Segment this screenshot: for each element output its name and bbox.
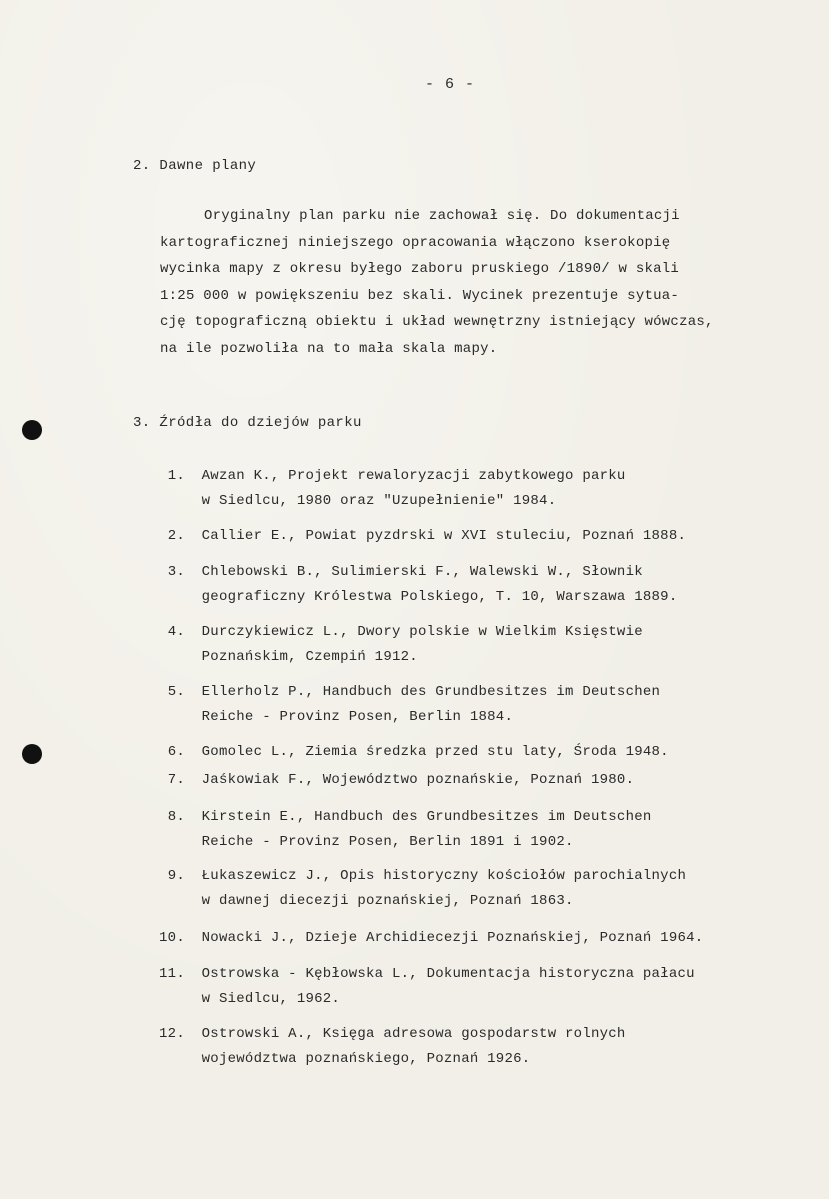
- source-item: [163, 560, 677, 610]
- source-line: Jaśkowiak F., Województwo poznańskie, Poznań 1980.: [201, 772, 635, 788]
- page-number: - 6 -: [425, 76, 476, 93]
- punch-hole-bottom: [22, 744, 42, 764]
- section-2-heading: 2. Dawne plany: [133, 158, 257, 174]
- source-line: Poznańskim, Czempiń 1912.: [201, 649, 418, 665]
- source-number: 10.: [159, 930, 185, 946]
- source-number: 9.: [167, 868, 185, 884]
- source-number: 8.: [167, 809, 185, 825]
- source-line: Gomolec L., Ziemia średzka przed stu laty, Środa 1948.: [201, 744, 669, 760]
- source-line: Ostrowska - Kębłowska L., Dokumentacja historyczna pałacu: [201, 966, 695, 982]
- source-number: 12.: [159, 1026, 185, 1042]
- source-line: Reiche - Provinz Posen, Berlin 1884.: [201, 709, 514, 725]
- punch-hole-top: [22, 420, 42, 440]
- source-line: geograficzny Królestwa Polskiego, T. 10, Warszawa 1889.: [201, 589, 678, 605]
- paragraph-line: Oryginalny plan parku nie zachował się. Do dokumentacji: [204, 208, 680, 224]
- source-line: Reiche - Provinz Posen, Berlin 1891 i 1902.: [201, 834, 574, 850]
- source-number: 7.: [167, 772, 185, 788]
- source-item: [163, 524, 686, 549]
- source-item: [163, 620, 643, 670]
- source-line: Ellerholz P., Handbuch des Grundbesitzes im Deutschen: [201, 684, 661, 700]
- paragraph-line: cję topograficzną obiektu i układ wewnętrzny istniejący wówczas,: [160, 314, 714, 330]
- source-line: Kirstein E., Handbuch des Grundbesitzes im Deutschen: [201, 809, 652, 825]
- source-number: 5.: [167, 684, 185, 700]
- source-number: 11.: [159, 966, 185, 982]
- source-line: Nowacki J., Dzieje Archidiecezji Poznańskiej, Poznań 1964.: [201, 930, 704, 946]
- source-line: Chlebowski B., Sulimierski F., Walewski W., Słownik: [201, 564, 643, 580]
- source-item: [163, 680, 660, 730]
- source-line: województwa poznańskiego, Poznań 1926.: [201, 1051, 531, 1067]
- source-item: [163, 805, 652, 855]
- source-line: w dawnej diecezji poznańskiej, Poznań 1863.: [201, 893, 574, 909]
- source-number: 3.: [167, 564, 185, 580]
- source-item: [163, 768, 634, 793]
- source-line: Durczykiewicz L., Dwory polskie w Wielkim Księstwie: [201, 624, 643, 640]
- source-number: 2.: [167, 528, 185, 544]
- source-item: [163, 740, 669, 765]
- source-line: Awzan K., Projekt rewaloryzacji zabytkowego parku: [201, 468, 626, 484]
- paragraph-line: kartograficznej niniejszego opracowania włączono kserokopię: [160, 234, 671, 251]
- paragraph-line: 1:25 000 w powiększeniu bez skali. Wycinek prezentuje sytua-: [160, 287, 680, 304]
- paragraph-line: wycinka mapy z okresu byłego zaboru pruskiego /1890/ w skali: [160, 261, 680, 277]
- section-3-heading: 3. Źródła do dziejów parku: [133, 415, 362, 431]
- paragraph-line: na ile pozwoliła na to mała skala mapy.: [160, 340, 498, 357]
- source-line: Łukaszewicz J., Opis historyczny kościołów parochialnych: [201, 868, 687, 884]
- source-line: Ostrowski A., Księga adresowa gospodarstw rolnych: [201, 1026, 626, 1042]
- source-line: Callier E., Powiat pyzdrski w XVI stuleciu, Poznań 1888.: [201, 528, 687, 544]
- source-item: [155, 962, 695, 1012]
- source-item: [163, 864, 686, 914]
- source-line: w Siedlcu, 1980 oraz "Uzupełnienie" 1984.: [201, 493, 557, 509]
- source-number: 1.: [167, 468, 185, 484]
- source-item: [155, 1022, 626, 1072]
- source-item: [163, 464, 626, 514]
- source-number: 6.: [167, 744, 185, 760]
- source-item: [155, 926, 703, 951]
- source-number: 4.: [167, 624, 185, 640]
- source-line: w Siedlcu, 1962.: [201, 991, 341, 1007]
- section-2-paragraph: [160, 203, 829, 362]
